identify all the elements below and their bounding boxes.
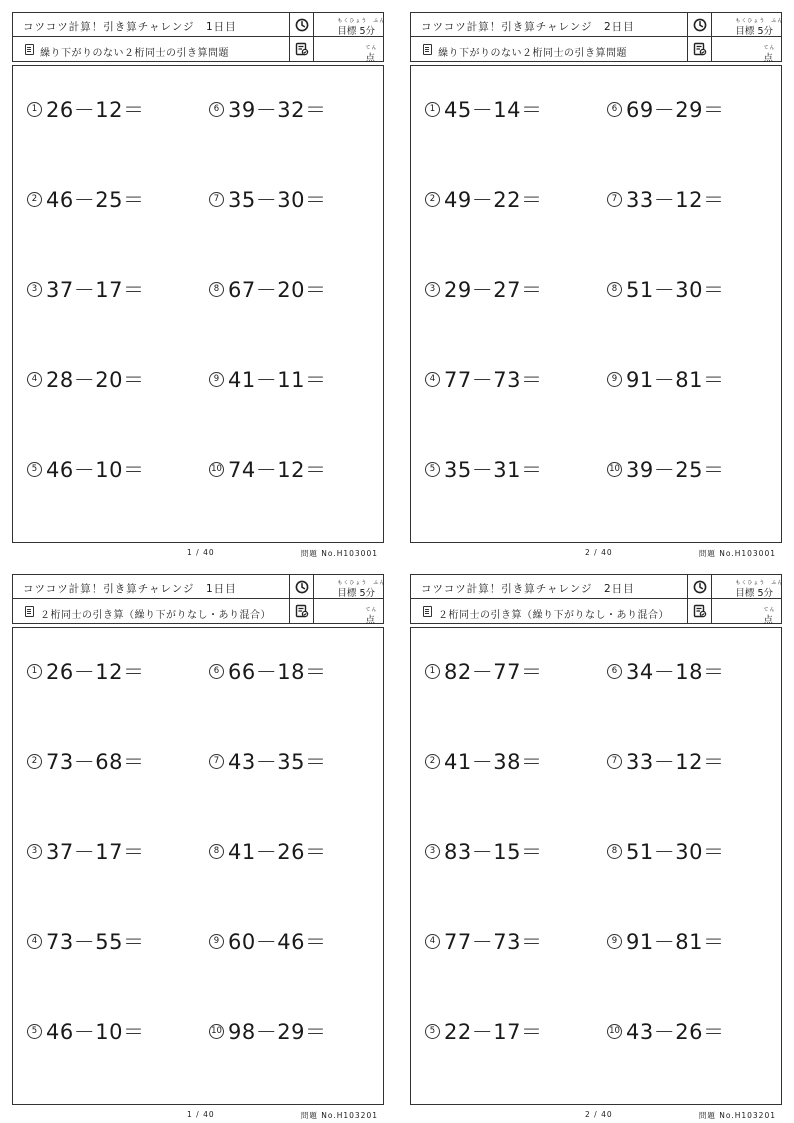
score-field — [763, 607, 776, 626]
problem-expression: 73－55＝ — [46, 930, 145, 954]
problem-number: 8 — [607, 844, 622, 859]
problem-expression: 74－12＝ — [228, 458, 327, 482]
problem-area — [12, 627, 384, 1105]
problem-expression: 83－15＝ — [444, 840, 543, 864]
problem-number: 1 — [425, 664, 440, 679]
problem-number: 9 — [209, 372, 224, 387]
score-sheet-icon — [688, 37, 712, 61]
problem-item — [209, 926, 326, 956]
goal-label: 目標 — [735, 26, 755, 37]
problem-expression: 67－20＝ — [228, 278, 327, 302]
problem-number: 8 — [607, 282, 622, 297]
problem-expression: 33－12＝ — [626, 750, 725, 774]
problem-number: 7 — [607, 754, 622, 769]
problem-item — [27, 836, 144, 866]
problem-item — [425, 656, 542, 686]
problem-number: 1 — [425, 102, 440, 117]
goal-value: 5分 — [757, 26, 773, 37]
goal-ruby: もくひょう ふん — [735, 580, 784, 586]
problem-area — [410, 627, 782, 1105]
problem-number: 4 — [425, 934, 440, 949]
problem-number: 8 — [209, 282, 224, 297]
problem-number: 6 — [209, 102, 224, 117]
goal-value: 5分 — [359, 26, 375, 37]
score-field — [365, 607, 378, 626]
problem-item — [209, 274, 326, 304]
goal-time — [735, 580, 784, 599]
problem-expression: 69－29＝ — [626, 98, 725, 122]
goal-time — [735, 18, 784, 37]
header-row-subtitle — [13, 37, 383, 62]
problem-item — [607, 926, 724, 956]
problem-expression: 39－32＝ — [228, 98, 327, 122]
worksheet-2 — [410, 12, 784, 558]
score-ruby: てん — [365, 45, 378, 51]
page-indicator: 2 / 40 — [585, 1110, 613, 1119]
problem-number: 4 — [425, 372, 440, 387]
problem-code: 問題 No.H103001 — [698, 549, 776, 558]
problem-expression: 43－26＝ — [626, 1020, 725, 1044]
problem-expression: 91－81＝ — [626, 368, 725, 392]
document-icon — [423, 44, 432, 55]
goal-ruby: もくひょう ふん — [735, 18, 784, 24]
problem-number: 10 — [607, 462, 622, 477]
clock-icon — [290, 575, 314, 599]
worksheet-4 — [410, 574, 784, 1120]
problem-expression: 45－14＝ — [444, 98, 543, 122]
problem-item — [27, 926, 144, 956]
problem-number: 10 — [209, 1024, 224, 1039]
problem-item — [27, 454, 144, 484]
problem-number: 2 — [425, 754, 440, 769]
problem-item — [607, 94, 724, 124]
problem-item — [209, 454, 326, 484]
problem-expression: 39－25＝ — [626, 458, 725, 482]
problem-item — [607, 746, 724, 776]
problem-item — [27, 1016, 144, 1046]
problem-number: 4 — [27, 934, 42, 949]
problem-number: 6 — [607, 102, 622, 117]
score-label: 点 — [763, 53, 773, 64]
problem-number: 6 — [209, 664, 224, 679]
problem-expression: 46－10＝ — [46, 458, 145, 482]
header-row-title — [411, 575, 784, 599]
problem-expression: 66－18＝ — [228, 660, 327, 684]
problem-expression: 22－17＝ — [444, 1020, 543, 1044]
goal-ruby: もくひょう ふん — [337, 580, 386, 586]
worksheet-header — [12, 12, 384, 62]
header-row-subtitle — [411, 37, 781, 62]
score-field — [763, 45, 776, 64]
problem-item — [209, 656, 326, 686]
problem-expression: 46－25＝ — [46, 188, 145, 212]
clock-icon — [688, 13, 712, 37]
problem-item — [425, 1016, 542, 1046]
problem-item — [209, 184, 326, 214]
problem-expression: 73－68＝ — [46, 750, 145, 774]
worksheet-title: コツコツ計算！引き算チャレンジ 2日目 — [421, 583, 635, 595]
problem-expression: 77－73＝ — [444, 368, 543, 392]
problem-number: 10 — [209, 462, 224, 477]
problem-expression: 26－12＝ — [46, 98, 145, 122]
header-row-title — [13, 575, 386, 599]
document-icon — [25, 606, 34, 617]
score-ruby: てん — [365, 607, 378, 613]
problem-item — [607, 274, 724, 304]
problem-number: 3 — [27, 282, 42, 297]
worksheet-header — [410, 574, 782, 624]
problem-expression: 46－10＝ — [46, 1020, 145, 1044]
score-label: 点 — [365, 615, 375, 626]
page-indicator: 1 / 40 — [187, 1110, 215, 1119]
problem-expression: 34－18＝ — [626, 660, 725, 684]
problem-code: 問題 No.H103201 — [300, 1111, 378, 1120]
problem-number: 3 — [425, 282, 440, 297]
goal-ruby: もくひょう ふん — [337, 18, 386, 24]
score-label: 点 — [763, 615, 773, 626]
header-row-title — [13, 13, 386, 37]
score-ruby: てん — [763, 607, 776, 613]
problem-number: 6 — [607, 664, 622, 679]
problem-number: 7 — [209, 754, 224, 769]
problem-area — [12, 65, 384, 543]
goal-value: 5分 — [359, 588, 375, 599]
problem-item — [607, 184, 724, 214]
problem-item — [607, 656, 724, 686]
score-ruby: てん — [763, 45, 776, 51]
problem-expression: 77－73＝ — [444, 930, 543, 954]
problem-item — [425, 454, 542, 484]
score-label: 点 — [365, 53, 375, 64]
worksheet-3 — [12, 574, 386, 1120]
problem-item — [607, 836, 724, 866]
problem-item — [425, 926, 542, 956]
problem-item — [425, 836, 542, 866]
problem-number: 3 — [425, 844, 440, 859]
problem-expression: 51－30＝ — [626, 840, 725, 864]
problem-expression: 37－17＝ — [46, 840, 145, 864]
problem-item — [425, 364, 542, 394]
goal-label: 目標 — [337, 26, 357, 37]
problem-item — [425, 274, 542, 304]
score-sheet-icon — [688, 599, 712, 623]
goal-label: 目標 — [735, 588, 755, 599]
problem-expression: 49－22＝ — [444, 188, 543, 212]
problem-item — [27, 274, 144, 304]
problem-expression: 28－20＝ — [46, 368, 145, 392]
page-indicator: 1 / 40 — [187, 548, 215, 557]
problem-item — [209, 364, 326, 394]
problem-expression: 41－38＝ — [444, 750, 543, 774]
header-row-subtitle — [13, 599, 383, 624]
problem-item — [209, 746, 326, 776]
problem-code: 問題 No.H103201 — [698, 1111, 776, 1120]
problem-expression: 82－77＝ — [444, 660, 543, 684]
problem-item — [607, 454, 724, 484]
problem-number: 5 — [27, 462, 42, 477]
problem-item — [425, 184, 542, 214]
problem-number: 5 — [425, 1024, 440, 1039]
worksheet-1 — [12, 12, 386, 558]
problem-item — [607, 1016, 724, 1046]
header-row-subtitle — [411, 599, 781, 624]
problem-number: 10 — [607, 1024, 622, 1039]
score-field — [365, 45, 378, 64]
problem-number: 2 — [425, 192, 440, 207]
problem-item — [425, 94, 542, 124]
problem-expression: 60－46＝ — [228, 930, 327, 954]
problem-expression: 41－11＝ — [228, 368, 327, 392]
problem-number: 8 — [209, 844, 224, 859]
problem-item — [209, 94, 326, 124]
problem-item — [27, 184, 144, 214]
problem-expression: 33－12＝ — [626, 188, 725, 212]
problem-expression: 98－29＝ — [228, 1020, 327, 1044]
problem-expression: 43－35＝ — [228, 750, 327, 774]
problem-number: 2 — [27, 754, 42, 769]
problem-area — [410, 65, 782, 543]
clock-icon — [290, 13, 314, 37]
problem-number: 9 — [209, 934, 224, 949]
problem-number: 9 — [607, 372, 622, 387]
clock-icon — [688, 575, 712, 599]
problem-number: 4 — [27, 372, 42, 387]
worksheet-header — [410, 12, 782, 62]
problem-item — [27, 746, 144, 776]
problem-number: 5 — [425, 462, 440, 477]
problem-expression: 35－30＝ — [228, 188, 327, 212]
problem-number: 2 — [27, 192, 42, 207]
header-row-title — [411, 13, 784, 37]
page-indicator: 2 / 40 — [585, 548, 613, 557]
problem-number: 3 — [27, 844, 42, 859]
problem-item — [607, 364, 724, 394]
problem-expression: 41－26＝ — [228, 840, 327, 864]
worksheet-subtitle: 繰り下がりのない２桁同士の引き算問題 — [40, 48, 229, 59]
problem-item — [27, 364, 144, 394]
problem-code: 問題 No.H103001 — [300, 549, 378, 558]
problem-item — [209, 836, 326, 866]
problem-expression: 91－81＝ — [626, 930, 725, 954]
problem-expression: 35－31＝ — [444, 458, 543, 482]
worksheet-subtitle: ２桁同士の引き算（繰り下がりなし・あり混合） — [40, 610, 271, 621]
problem-number: 1 — [27, 102, 42, 117]
document-icon — [423, 606, 432, 617]
problem-number: 9 — [607, 934, 622, 949]
problem-item — [27, 94, 144, 124]
document-icon — [25, 44, 34, 55]
goal-time — [337, 18, 386, 37]
problem-expression: 26－12＝ — [46, 660, 145, 684]
goal-time — [337, 580, 386, 599]
problem-number: 1 — [27, 664, 42, 679]
problem-number: 7 — [607, 192, 622, 207]
score-sheet-icon — [290, 37, 314, 61]
problem-expression: 29－27＝ — [444, 278, 543, 302]
goal-value: 5分 — [757, 588, 773, 599]
problem-number: 7 — [209, 192, 224, 207]
problem-item — [209, 1016, 326, 1046]
worksheet-title: コツコツ計算！引き算チャレンジ 1日目 — [23, 583, 237, 595]
worksheet-title: コツコツ計算！引き算チャレンジ 2日目 — [421, 21, 635, 33]
problem-item — [425, 746, 542, 776]
problem-expression: 37－17＝ — [46, 278, 145, 302]
problem-number: 5 — [27, 1024, 42, 1039]
goal-label: 目標 — [337, 588, 357, 599]
problem-expression: 51－30＝ — [626, 278, 725, 302]
worksheet-subtitle: 繰り下がりのない２桁同士の引き算問題 — [438, 48, 627, 59]
score-sheet-icon — [290, 599, 314, 623]
worksheet-header — [12, 574, 384, 624]
problem-item — [27, 656, 144, 686]
worksheet-subtitle: ２桁同士の引き算（繰り下がりなし・あり混合） — [438, 610, 669, 621]
worksheet-title: コツコツ計算！引き算チャレンジ 1日目 — [23, 21, 237, 33]
